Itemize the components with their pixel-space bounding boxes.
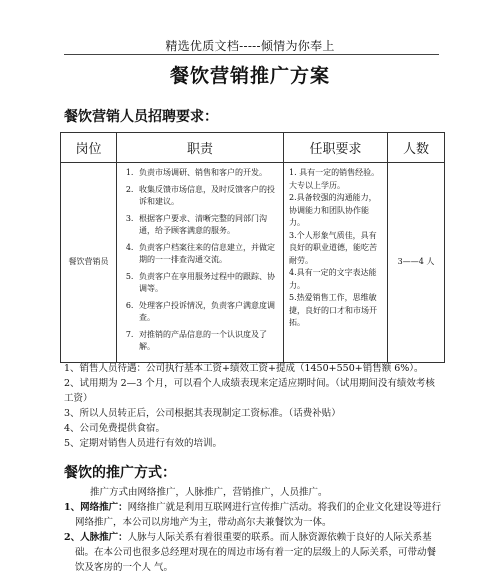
duty-item: 2. 收集反馈市场信息，及时反馈客户的投诉和建议。 bbox=[136, 184, 278, 209]
requirements-list bbox=[285, 164, 386, 333]
col-header-count: 人数 bbox=[388, 133, 445, 163]
recruit-heading: 餐饮营销人员招聘要求： bbox=[64, 109, 218, 125]
duties-cell bbox=[117, 163, 284, 363]
promo-item-text: 网络推广就是利用互联网进行宣传推广活动。将我们的企业文化建设等进行网络推广，本公司以房地产为主，带动高尔夫兼餐饮为一体。 bbox=[75, 502, 442, 528]
promo-intro: 推广方式由网络推广，人脉推广，营销推广，人员推广。 bbox=[90, 487, 328, 498]
table-header-row bbox=[61, 133, 445, 163]
promo-item-text: 人脉与人际关系有着很重要的联系。而人脉资源依赖于良好的人际关系基础。在本公司也很多总经理对现在的周边市场有着一定的层级上的人际关系，可带动餐饮及客房的一个人 气。 bbox=[75, 532, 437, 573]
role-cell: 餐饮营销员 bbox=[61, 163, 117, 363]
requirement-item: 4.具有一定的文字表达能力。 bbox=[289, 268, 377, 290]
promo-item-label: 1、网络推广： bbox=[64, 502, 128, 513]
promo-heading: 餐饮的推广方式： bbox=[64, 465, 176, 481]
requirement-item: 2.具备较强的沟通能力，协调能力和团队协作能力。 bbox=[289, 193, 377, 227]
duty-item: 5. 负责客户在享用服务过程中的跟踪、协调等。 bbox=[136, 271, 278, 296]
duty-item: 3. 根据客户要求、清晰完整的同部门沟通，给予顾客满意的服务。 bbox=[136, 213, 278, 238]
requirements-cell bbox=[284, 163, 388, 363]
document-title: 餐饮营销推广方案 bbox=[169, 65, 330, 87]
promo-item bbox=[64, 500, 444, 530]
duty-item: 6. 处理客户投诉情况，负责客户满意度调查。 bbox=[136, 300, 278, 325]
note-item: 1、销售人员待遇：公司执行基本工资+绩效工资+提成（1450+550+销售额 6%）。 bbox=[64, 363, 424, 374]
promo-item-label: 2、人脉推广： bbox=[64, 532, 128, 543]
table-row bbox=[61, 163, 445, 363]
headcount-cell: 3——4 人 bbox=[388, 163, 445, 363]
promotion-section bbox=[64, 485, 444, 575]
requirement-item: 5.热爱销售工作，思维敏捷，良好的口才和市场开拓。 bbox=[289, 293, 377, 327]
note-item: 2、试用期为 2—3 个月，可以看个人成绩表现来定适应期时间。（试用期间没有绩效考核工资） bbox=[64, 378, 435, 404]
duty-item: 7. 对推销的产品信息的一个认识度及了解。 bbox=[136, 329, 278, 354]
duty-item: 1. 负责市场调研、销售和客户的开发。 bbox=[136, 167, 278, 180]
header-divider bbox=[64, 54, 439, 55]
duties-list bbox=[118, 164, 282, 361]
note-item: 4、公司免费提供食宿。 bbox=[64, 423, 166, 434]
note-item: 3、所以人员转正后，公司根据其表现制定工资标准。（话费补贴） bbox=[64, 408, 341, 419]
page-header-title: 精选优质文档-----倾情为你奉上 bbox=[165, 39, 335, 53]
requirement-item: 1. 具有一定的销售经验。大专以上学历。 bbox=[289, 168, 380, 190]
col-header-position: 岗位 bbox=[61, 133, 117, 163]
recruitment-notes bbox=[64, 361, 444, 451]
promo-item bbox=[64, 530, 444, 575]
note-item: 5、定期对销售人员进行有效的培训。 bbox=[64, 438, 223, 449]
recruitment-table bbox=[60, 132, 445, 363]
col-header-duties: 职责 bbox=[117, 133, 284, 163]
col-header-requirements: 任职要求 bbox=[284, 133, 388, 163]
duty-item: 4. 负责客户档案往来的信息建立，并做定期的一一排查沟通交流。 bbox=[136, 242, 278, 267]
requirement-item: 3.个人形象气质佳，具有良好的职业道德，能吃苦耐劳。 bbox=[289, 230, 377, 265]
